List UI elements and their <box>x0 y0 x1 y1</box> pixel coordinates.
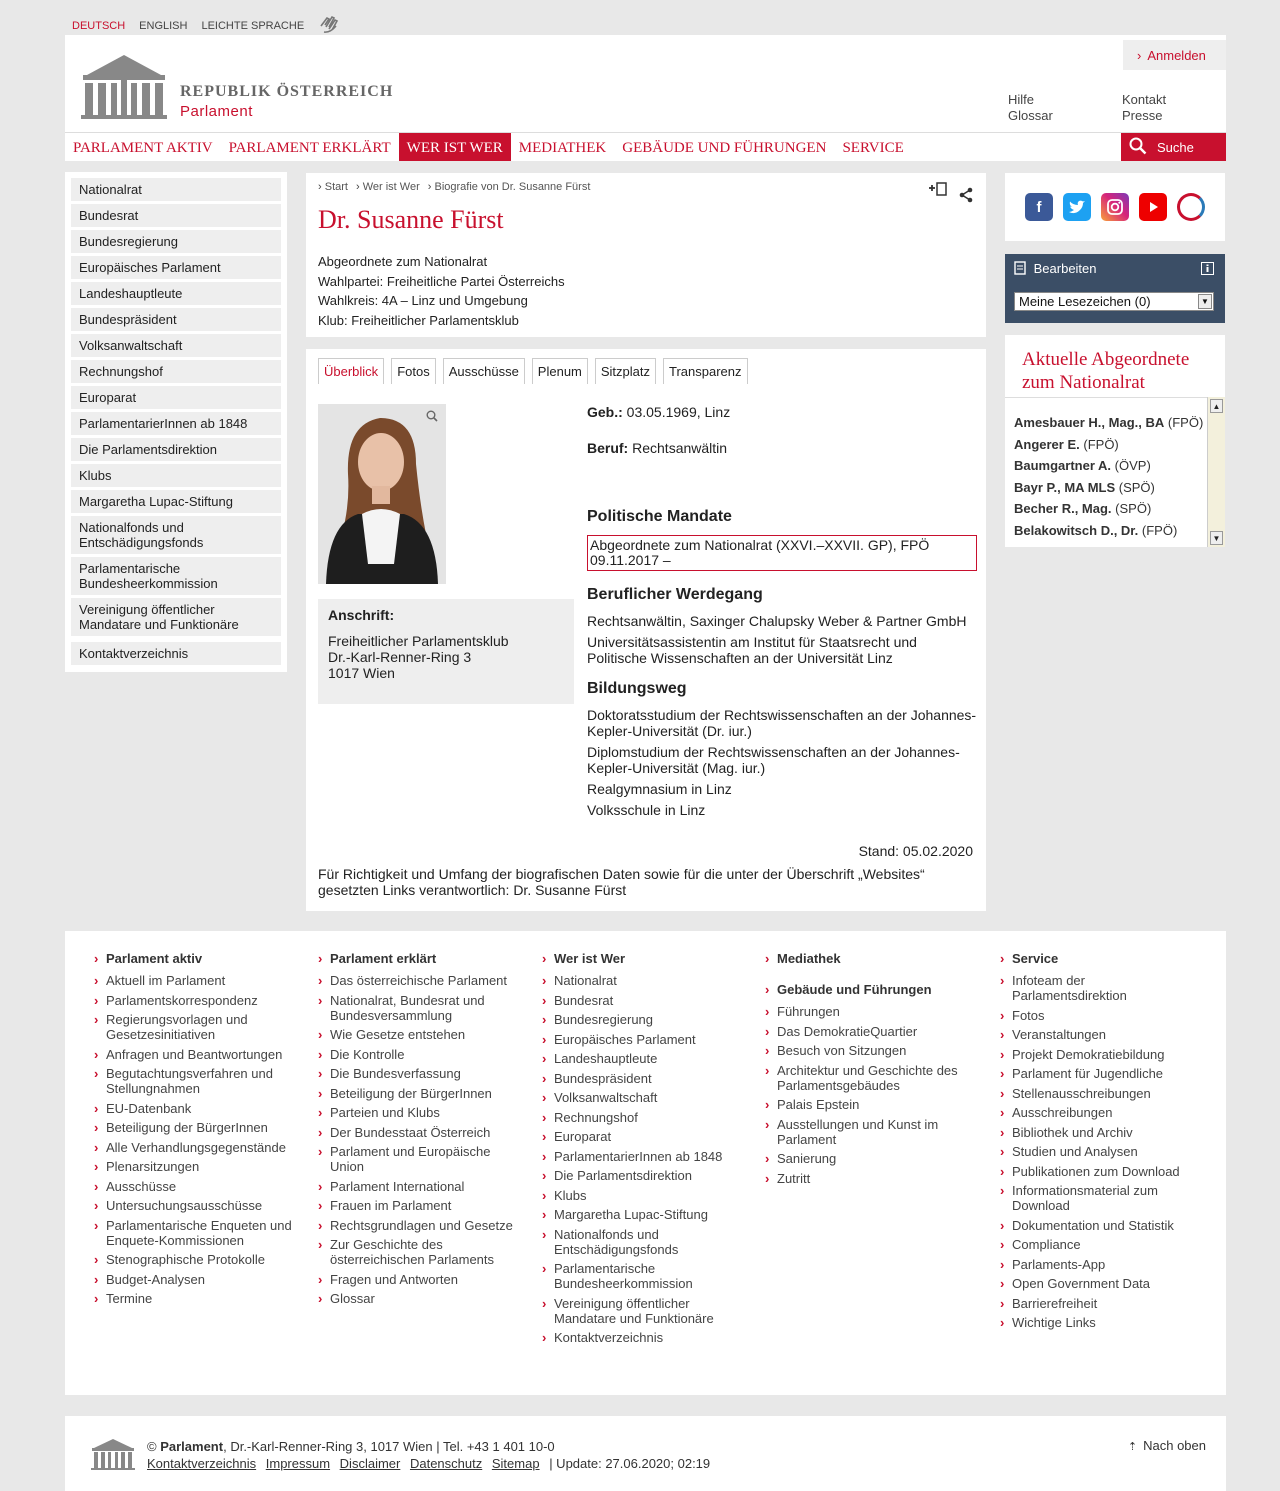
footer-link[interactable]: › Frauen im Parlament <box>318 1198 518 1213</box>
privacy-link[interactable]: Datenschutz <box>409 1456 483 1471</box>
sidebar-item[interactable]: Kontaktverzeichnis <box>71 642 281 665</box>
sidebar-item[interactable]: Die Parlamentsdirektion <box>71 438 281 461</box>
current-members-box <box>1005 335 1225 547</box>
birth-value: 03.05.1969, Linz <box>626 404 731 420</box>
profession-value: Rechtsanwältin <box>632 440 728 456</box>
sidebar-item[interactable]: Nationalfonds und Entschädigungsfonds <box>71 516 281 554</box>
person-role: Abgeordnete zum Nationalrat <box>318 254 488 269</box>
footer-heading[interactable]: › Gebäude und Führungen <box>765 982 965 997</box>
footer-link[interactable]: › Palais Epstein <box>765 1097 965 1112</box>
glossary-link[interactable]: Glossar <box>1008 108 1053 123</box>
footer-link[interactable]: › Sanierung <box>765 1151 965 1166</box>
list-item[interactable] <box>1005 480 1225 495</box>
footer-link[interactable]: › Ausschüsse <box>94 1179 294 1194</box>
member-party: (ÖVP) <box>1114 458 1151 473</box>
sidebar-item[interactable]: Parlamentarische Bundesheerkommission <box>71 557 281 595</box>
nav-service[interactable]: SERVICE <box>842 140 904 156</box>
footer-link[interactable]: › Beteiligung der BürgerInnen <box>318 1086 518 1101</box>
footer-link[interactable]: › Bundespräsident <box>542 1071 742 1086</box>
footer-link[interactable]: › Parlamentarische Bundesheerkommission <box>542 1261 742 1291</box>
footer-link[interactable]: › Begutachtungsverfahren und Stellungnahmen <box>94 1066 294 1096</box>
logo-subtitle: Parlament <box>180 103 253 120</box>
career-entry: Rechtsanwältin, Saxinger Chalupsky Weber & Partner GmbH <box>587 613 967 629</box>
member-party: (FPÖ) <box>1167 415 1204 430</box>
footer-link[interactable]: › Das österreichische Parlament <box>318 973 518 988</box>
footer-link[interactable]: › Termine <box>94 1291 294 1306</box>
footer-link[interactable]: › Infoteam der Parlamentsdirektion <box>1000 973 1200 1003</box>
footer-link[interactable]: › Architektur und Geschichte des Parlamentsgebäudes <box>765 1063 965 1093</box>
chevron-down-icon[interactable]: ▼ <box>1198 294 1212 309</box>
footer-link[interactable]: › Veranstaltungen <box>1000 1027 1200 1042</box>
footer-link[interactable]: › Studien und Analysen <box>1000 1144 1200 1159</box>
sitemap-link[interactable]: Sitemap <box>491 1456 540 1471</box>
org-name: Parlament <box>160 1439 224 1454</box>
footer-link[interactable]: › Besuch von Sitzungen <box>765 1043 965 1058</box>
footer-heading[interactable]: › Wer ist Wer <box>542 951 742 966</box>
footer-link[interactable]: › Parlaments-App <box>1000 1257 1200 1272</box>
footer-link[interactable]: › Stellenausschreibungen <box>1000 1086 1200 1101</box>
footer-link[interactable]: › Ausschreibungen <box>1000 1105 1200 1120</box>
tab-bar <box>318 358 748 384</box>
footer-link[interactable]: › Die Kontrolle <box>318 1047 518 1062</box>
scroll-up-icon[interactable]: ▲ <box>1210 399 1223 413</box>
person-party: Wahlpartei: Freiheitliche Partei Österreichs <box>318 273 565 289</box>
sidebar-item[interactable]: Bundespräsident <box>71 308 281 331</box>
footer-link[interactable]: › Nationalrat <box>542 973 742 988</box>
breadcrumb-item[interactable]: › Start <box>318 181 348 193</box>
copyright-symbol: © <box>147 1439 157 1454</box>
scroll-down-icon[interactable]: ▼ <box>1210 531 1223 545</box>
footer-link[interactable]: › Parlamentarische Enqueten und Enquete-Kommissionen <box>94 1218 294 1248</box>
birth-label: Geb.: <box>587 404 623 420</box>
breadcrumb <box>318 181 590 193</box>
nav-wer-ist-wer[interactable]: WER IST WER <box>399 133 511 161</box>
nav-parlament-aktiv[interactable]: PARLAMENT AKTIV <box>73 140 213 156</box>
footer-column-parlament-aktiv <box>94 951 294 1311</box>
sidebar-item[interactable]: Klubs <box>71 464 281 487</box>
footer-link[interactable]: › Parlamentskorrespondenz <box>94 993 294 1008</box>
member-name: Baumgartner A. <box>1014 458 1112 473</box>
bookmark-panel-label: Bearbeiten <box>1033 261 1097 276</box>
sidebar-item[interactable]: Nationalrat <box>71 178 281 201</box>
responsibility-note: Für Richtigkeit und Umfang der biografischen Daten sowie für die unter der Überschrift „Websites“ gesetzten Links verantwortlich: Dr. Susanne Fürst <box>318 866 925 898</box>
back-to-top-link[interactable] <box>1128 1438 1206 1453</box>
footer-link[interactable]: › Regierungsvorlagen und Gesetzesinitiativen <box>94 1012 294 1042</box>
sidebar-item[interactable]: Rechnungshof <box>71 360 281 383</box>
bookmark-panel <box>1005 254 1225 323</box>
sidebar-item[interactable]: Europäisches Parlament <box>71 256 281 279</box>
press-link[interactable]: Presse <box>1122 108 1163 123</box>
footer-link[interactable]: › Bibliothek und Archiv <box>1000 1125 1200 1140</box>
footer-link[interactable]: › Rechnungshof <box>542 1110 742 1125</box>
footer-heading[interactable]: › Service <box>1000 951 1200 966</box>
nav-gebaeude[interactable]: GEBÄUDE UND FÜHRUNGEN <box>622 140 827 156</box>
parliament-logo-icon[interactable] <box>79 53 169 122</box>
members-list <box>1005 397 1225 547</box>
footer-link[interactable]: › Barrierefreiheit <box>1000 1296 1200 1311</box>
sidebar-item[interactable]: Bundesregierung <box>71 230 281 253</box>
list-item[interactable] <box>1005 501 1225 516</box>
members-scrollbar[interactable] <box>1207 397 1225 547</box>
help-link[interactable]: Hilfe <box>1008 92 1035 107</box>
biography-panel <box>306 349 986 911</box>
address-label: Anschrift: <box>328 607 395 623</box>
language-bar <box>72 14 342 37</box>
footer-link[interactable]: › Ausstellungen und Kunst im Parlament <box>765 1117 965 1147</box>
document-icon <box>1014 261 1026 278</box>
nav-mediathek[interactable]: MEDIATHEK <box>518 140 607 156</box>
footer-link[interactable]: › ParlamentarierInnen ab 1848 <box>542 1149 742 1164</box>
footer-column-service <box>1000 951 1200 1335</box>
footer-link[interactable]: › Bundesrat <box>542 993 742 1008</box>
parliament-small-logo-icon <box>91 1438 135 1473</box>
member-name: Becher R., Mag. <box>1014 501 1112 516</box>
address-line: 1017 Wien <box>328 665 395 681</box>
footer-link[interactable]: › Publikationen zum Download <box>1000 1164 1200 1179</box>
footer-link[interactable]: › Die Bundesverfassung <box>318 1066 518 1081</box>
login-label: Anmelden <box>1147 47 1206 63</box>
login-button[interactable]: › Anmelden <box>1123 40 1226 70</box>
disclaimer-link[interactable]: Disclaimer <box>339 1456 401 1471</box>
logo-title: REPUBLIK ÖSTERREICH <box>180 83 394 100</box>
member-name: Amesbauer H., Mag., BA <box>1014 415 1165 430</box>
footer-link[interactable]: › Beteiligung der BürgerInnen <box>94 1120 294 1135</box>
footer-link[interactable]: › Die Parlamentsdirektion <box>542 1168 742 1183</box>
education-heading: Bildungsweg <box>587 680 687 697</box>
list-item[interactable] <box>1005 437 1225 452</box>
footer-column-wer-ist-wer <box>542 951 742 1350</box>
footer-link[interactable]: › Klubs <box>542 1188 742 1203</box>
share-icon[interactable] <box>958 187 974 206</box>
portrait-photo[interactable] <box>318 404 446 584</box>
footer-link[interactable]: › Nationalrat, Bundesrat und Bundesversammlung <box>318 993 518 1023</box>
lang-leichte-sprache[interactable]: LEICHTE SPRACHE <box>201 19 305 32</box>
address-line: Freiheitlicher Parlamentsklub <box>328 633 509 649</box>
list-item[interactable] <box>1005 415 1225 430</box>
footer-link[interactable]: › Alle Verhandlungsgegenstände <box>94 1140 294 1155</box>
footer-link[interactable]: › EU-Datenbank <box>94 1101 294 1116</box>
sidebar-item[interactable]: Europarat <box>71 386 281 409</box>
utility-links-left <box>1008 92 1053 123</box>
education-entry: Volksschule in Linz <box>587 802 706 818</box>
biography-details <box>587 404 977 823</box>
footer-link[interactable]: › Volksanwaltschaft <box>542 1090 742 1105</box>
breadcrumb-item[interactable]: › Wer ist Wer <box>356 181 420 193</box>
footer-link[interactable]: › Parlament und Europäische Union <box>318 1144 518 1174</box>
utility-links-right <box>1122 92 1166 123</box>
tab-sitzplatz[interactable]: Sitzplatz <box>595 358 656 384</box>
social-media-box <box>1005 173 1225 241</box>
list-item[interactable] <box>1005 458 1225 473</box>
org-address: , Dr.-Karl-Renner-Ring 3, 1017 Wien | Tel. +43 1 401 10-0 <box>223 1439 555 1454</box>
breadcrumb-item: › Biografie von Dr. Susanne Fürst <box>428 181 591 193</box>
zoom-icon[interactable] <box>426 410 438 425</box>
footer-info <box>147 1438 710 1472</box>
current-members-title: Aktuelle Abgeordnete zum Nationalrat <box>1022 349 1190 393</box>
contact-directory-link[interactable]: Kontaktverzeichnis <box>147 1456 257 1471</box>
footer-link[interactable]: › Compliance <box>1000 1237 1200 1252</box>
footer-link[interactable]: › Wie Gesetze entstehen <box>318 1027 518 1042</box>
career-entry: Universitätsassistentin am Institut für Staatsrecht und Politische Wissenschaften an der Universität Linz <box>587 634 917 666</box>
instagram-icon[interactable] <box>1101 193 1129 221</box>
mandates-heading: Politische Mandate <box>587 508 732 525</box>
footer-link[interactable]: › Projekt Demokratiebildung <box>1000 1047 1200 1062</box>
member-name: Bayr P., MA MLS <box>1014 479 1116 495</box>
footer-link[interactable]: › Open Government Data <box>1000 1276 1200 1291</box>
tab-fotos[interactable]: Fotos <box>391 358 436 384</box>
sign-language-icon[interactable] <box>318 14 342 37</box>
sidebar-item[interactable]: ParlamentarierInnen ab 1848 <box>71 412 281 435</box>
footer-link[interactable]: › Führungen <box>765 1004 965 1019</box>
footer-heading[interactable]: › Parlament aktiv <box>94 951 294 966</box>
twitter-icon[interactable] <box>1063 193 1091 221</box>
search-icon <box>1129 137 1147 158</box>
left-sidebar <box>65 172 287 672</box>
sidebar-item[interactable]: Landeshauptleute <box>71 282 281 305</box>
member-party: (FPÖ) <box>1083 436 1119 452</box>
birth-info <box>587 404 977 420</box>
bookmark-add-icon[interactable] <box>928 181 948 200</box>
demokratie-app-icon[interactable] <box>1177 193 1205 221</box>
footer-link[interactable]: › Kontaktverzeichnis <box>542 1330 742 1345</box>
person-summary <box>318 252 565 330</box>
footer-heading[interactable]: › Mediathek <box>765 951 965 966</box>
career-heading: Beruflicher Werdegang <box>587 586 763 603</box>
address-line: Dr.-Karl-Renner-Ring 3 <box>328 649 472 665</box>
site-header <box>65 35 1226 161</box>
footer-link[interactable]: › Parlament für Jugendliche <box>1000 1066 1200 1081</box>
address-box <box>318 599 574 704</box>
footer-link[interactable]: › Rechtsgrundlagen und Gesetze <box>318 1218 518 1233</box>
footer-link[interactable]: › Dokumentation und Statistik <box>1000 1218 1200 1233</box>
footer-link[interactable]: › Wichtige Links <box>1000 1315 1200 1330</box>
list-item[interactable] <box>1005 523 1225 538</box>
education-entry: Diplomstudium der Rechtswissenschaften an der Johannes-Kepler-Universität (Mag. iur.) <box>587 744 960 776</box>
mandate-entry: Abgeordnete zum Nationalrat (XXVI.–XXVII. GP), FPÖ 09.11.2017 – <box>587 535 977 571</box>
contact-link[interactable]: Kontakt <box>1122 92 1167 107</box>
profession-label: Beruf: <box>587 440 629 456</box>
footer-link[interactable]: › Fragen und Antworten <box>318 1272 518 1287</box>
footer-link[interactable]: › Fotos <box>1000 1008 1200 1023</box>
education-entry: Doktoratsstudium der Rechtswissenschaften an der Johannes-Kepler-Universität (Dr. iur.) <box>587 707 977 739</box>
back-to-top-label: Nach oben <box>1143 1438 1206 1453</box>
footer-link[interactable]: › Aktuell im Parlament <box>94 973 294 988</box>
imprint-link[interactable]: Impressum <box>265 1456 331 1471</box>
footer-link[interactable]: › Nationalfonds und Entschädigungsfonds <box>542 1227 742 1257</box>
footer-column-mediathek <box>765 951 965 1190</box>
sidebar-item[interactable]: Margaretha Lupac-Stiftung <box>71 490 281 513</box>
member-party: (FPÖ) <box>1141 522 1178 538</box>
nav-parlament-erklaert[interactable]: PARLAMENT ERKLÄRT <box>228 140 391 156</box>
footer-link[interactable]: › Bundesregierung <box>542 1012 742 1027</box>
footer-link[interactable]: › Zur Geschichte des österreichischen Parlaments <box>318 1237 518 1267</box>
youtube-icon[interactable] <box>1139 193 1167 221</box>
tab-transparenz[interactable]: Transparenz <box>663 358 748 384</box>
footer-link[interactable]: › Stenographische Protokolle <box>94 1252 294 1267</box>
search-label: Suche <box>1157 139 1194 155</box>
footer-link[interactable]: › Informationsmaterial zum Download <box>1000 1183 1200 1213</box>
footer-link[interactable]: › Parteien und Klubs <box>318 1105 518 1120</box>
search-button[interactable] <box>1121 133 1226 161</box>
bottom-bar <box>65 1416 1226 1491</box>
footer-link[interactable]: › Der Bundesstaat Österreich <box>318 1125 518 1140</box>
person-constituency: Wahlkreis: 4A – Linz und Umgebung <box>318 293 528 308</box>
tab-ueberblick[interactable]: Überblick <box>318 358 384 384</box>
site-footer <box>65 931 1226 1395</box>
member-name: Angerer E. <box>1014 436 1080 452</box>
footer-link[interactable]: › Europäisches Parlament <box>542 1032 742 1047</box>
sidebar-item[interactable]: Vereinigung öffentlicher Mandatare und Funktionäre <box>71 598 281 636</box>
last-updated: Stand: 05.02.2020 <box>858 843 973 859</box>
tab-plenum[interactable]: Plenum <box>532 358 588 384</box>
member-name: Belakowitsch D., Dr. <box>1014 522 1139 538</box>
main-navigation <box>65 132 1226 161</box>
info-icon[interactable] <box>1201 262 1214 278</box>
footer-link[interactable]: › Parlament International <box>318 1179 518 1194</box>
footer-link[interactable]: › Zutritt <box>765 1171 965 1186</box>
bookmark-select-value: Meine Lesezeichen (0) <box>1019 294 1151 309</box>
footer-link[interactable]: › Glossar <box>318 1291 518 1306</box>
footer-link[interactable]: › Budget-Analysen <box>94 1272 294 1287</box>
member-party: (SPÖ) <box>1118 479 1155 495</box>
footer-link[interactable]: › Plenarsitzungen <box>94 1159 294 1174</box>
person-header <box>306 173 986 337</box>
tab-ausschuesse[interactable]: Ausschüsse <box>443 358 525 384</box>
sidebar-item[interactable]: Volksanwaltschaft <box>71 334 281 357</box>
profession-info <box>587 440 977 456</box>
footer-link[interactable]: › Untersuchungsausschüsse <box>94 1198 294 1213</box>
education-entry: Realgymnasium in Linz <box>587 781 732 797</box>
footer-link[interactable]: › Vereinigung öffentlicher Mandatare und Funktionäre <box>542 1296 742 1326</box>
lang-deutsch[interactable]: DEUTSCH <box>72 19 126 32</box>
footer-link[interactable]: › Europarat <box>542 1129 742 1144</box>
footer-link[interactable]: › Landeshauptleute <box>542 1051 742 1066</box>
member-party: (SPÖ) <box>1115 501 1152 516</box>
bookmark-select[interactable] <box>1014 292 1214 311</box>
page-title: Dr. Susanne Fürst <box>318 205 504 234</box>
footer-column-parlament-erklaert <box>318 951 518 1311</box>
footer-heading[interactable]: › Parlament erklärt <box>318 951 518 966</box>
lang-english[interactable]: ENGLISH <box>139 19 188 32</box>
facebook-icon[interactable]: f <box>1025 193 1053 221</box>
last-update: | Update: 27.06.2020; 02:19 <box>549 1456 711 1471</box>
arrow-up-icon: ⇡ <box>1127 1441 1138 1453</box>
sidebar-item[interactable]: Bundesrat <box>71 204 281 227</box>
footer-link[interactable]: › Das DemokratieQuartier <box>765 1024 965 1039</box>
person-club: Klub: Freiheitlicher Parlamentsklub <box>318 312 519 328</box>
footer-link[interactable]: › Margaretha Lupac-Stiftung <box>542 1207 742 1222</box>
footer-link[interactable]: › Anfragen und Beantwortungen <box>94 1047 294 1062</box>
